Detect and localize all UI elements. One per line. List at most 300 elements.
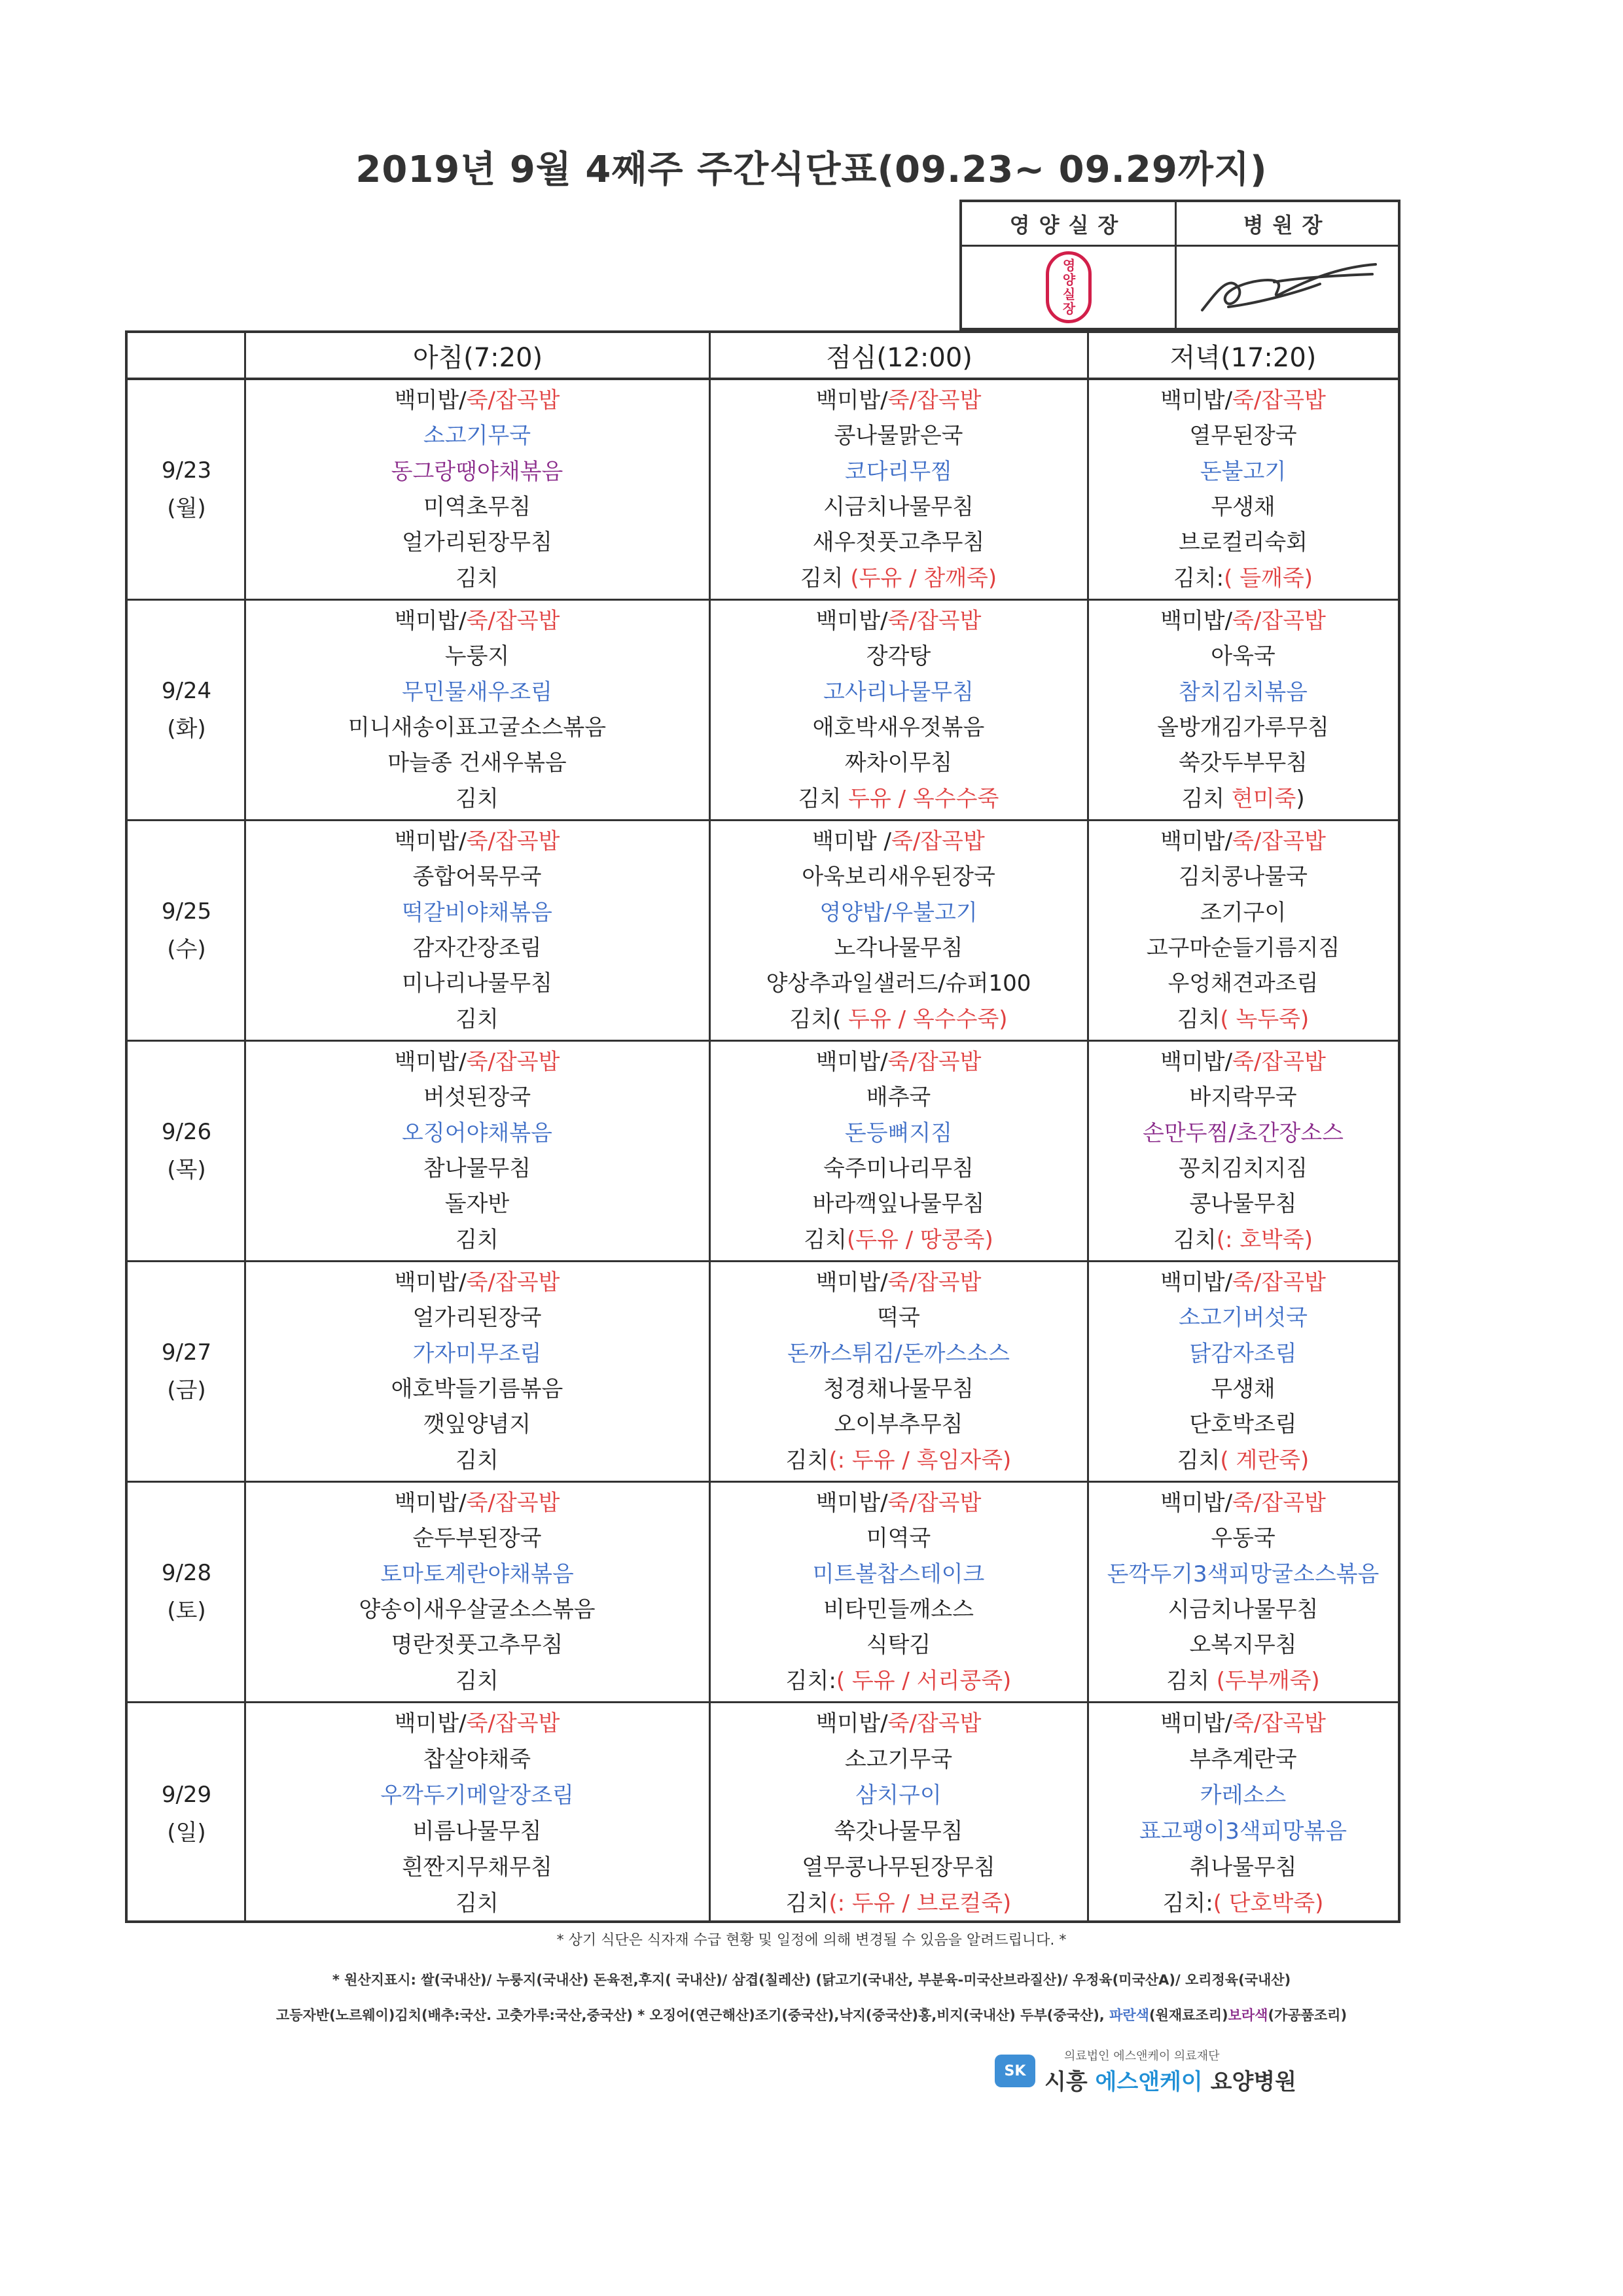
logo-mark-icon: SK: [995, 2055, 1035, 2087]
menu-item-text: 우깍두기메알장조림: [380, 1782, 574, 1809]
menu-item: [395, 1267, 560, 1298]
menu-item: [1179, 1303, 1308, 1333]
logo-text: [1044, 2047, 1296, 2096]
menu-item-text: 가자미무조림: [412, 1340, 542, 1367]
menu-item: [816, 385, 982, 415]
menu-item-text: 버섯된장국: [423, 1084, 531, 1111]
menu-item-text: 닭감자조림: [1189, 1340, 1297, 1367]
menu-item: [402, 898, 552, 928]
legend-blue: 파란색: [1109, 2007, 1149, 2023]
menu-item-tail: ): [1296, 785, 1305, 812]
table-header: [128, 333, 1398, 380]
menu-item-text: 짜차이무침: [844, 750, 953, 777]
menu-item: [380, 1559, 574, 1589]
menu-item-text: 김치:: [1162, 1890, 1213, 1916]
menu-item-text: 김치: [1166, 1667, 1217, 1694]
menu-item: [391, 1630, 563, 1660]
menu-item-text: 토마토계란야채볶음: [380, 1561, 574, 1587]
menu-item: [1189, 1852, 1296, 1882]
menu-item-extra: ( 단호박죽): [1213, 1890, 1324, 1916]
menu-item-text: 얼가리된장무침: [402, 529, 552, 556]
breakfast-cell: [245, 1042, 709, 1260]
day-label: [128, 821, 245, 1040]
menu-item: [412, 1339, 541, 1369]
menu-item: [1189, 421, 1296, 451]
menu-item-text: 마늘종 건새우볶음: [387, 750, 567, 777]
menu-item-text: 김치: [804, 1226, 847, 1253]
menu-item-text: 오복지무침: [1189, 1632, 1297, 1659]
menu-item: [395, 1708, 560, 1739]
menu-item-text: 백미밥 /: [812, 828, 891, 855]
lunch-cell: [710, 1483, 1087, 1701]
day-row: [128, 821, 1398, 1042]
menu-item: [1163, 1888, 1324, 1918]
hospital-logo: [995, 2041, 1296, 2100]
menu-item-extra: (: 호박죽): [1216, 1226, 1313, 1253]
menu-item-text: 감자간장조림: [412, 935, 542, 962]
menu-item: [819, 898, 977, 928]
menu-item-text: 백미밥/: [394, 608, 467, 635]
menu-item: [800, 563, 997, 593]
menu-item: [813, 1189, 985, 1219]
menu-item: [834, 1409, 963, 1439]
menu-item-text: 백미밥/: [815, 1710, 888, 1737]
column-header-dinner: 저녁(17:20): [1169, 342, 1317, 373]
divider-line: [709, 333, 711, 1920]
seal-stamp: 영양실장: [1046, 251, 1092, 323]
menu-item-text: 김치콩나물국: [1178, 864, 1308, 891]
menu-item: [1160, 385, 1326, 415]
menu-item: [1200, 1780, 1286, 1810]
menu-item-extra: (두유 / 땅콩죽): [846, 1226, 993, 1253]
lunch-cell: [710, 601, 1087, 819]
divider-line: [1087, 333, 1089, 1920]
day-weekday: (토): [167, 1598, 206, 1624]
menu-item-text: 김치:: [785, 1667, 836, 1694]
menu-item-text: 김치: [455, 1447, 499, 1474]
menu-item-text: 백미밥/: [394, 1710, 467, 1737]
menu-item: [1211, 641, 1275, 671]
menu-item-text: 김치: [785, 1447, 829, 1474]
menu-item-extra: 죽/잡곡밥: [466, 608, 560, 635]
menu-item: [455, 1666, 499, 1696]
dinner-cell: [1088, 601, 1398, 819]
menu-item-text: 김치: [800, 565, 851, 592]
menu-item: [802, 862, 995, 892]
legend-purple: 보라색: [1228, 2007, 1268, 2023]
menu-item-extra: 죽/잡곡밥: [466, 1049, 560, 1076]
menu-item: [1147, 933, 1340, 963]
menu-item-text: 손만두찜/초간장소스: [1142, 1120, 1344, 1146]
breakfast-cell: [245, 1483, 709, 1701]
menu-item: [1107, 1559, 1380, 1589]
menu-item-extra: 죽/잡곡밥: [887, 1049, 982, 1076]
menu-item: [804, 1225, 993, 1255]
menu-item: [1177, 1004, 1310, 1034]
menu-item-text: 브로컬리숙회: [1178, 529, 1308, 556]
menu-item: [1189, 1630, 1296, 1660]
menu-item-text: 얼가리된장국: [412, 1305, 542, 1332]
menu-item: [834, 933, 963, 963]
menu-item-text: 숙주미나리무침: [823, 1156, 974, 1182]
menu-item: [845, 1118, 952, 1148]
menu-item-text: 오이부추무침: [834, 1411, 963, 1438]
menu-item: [1211, 492, 1275, 522]
menu-item: [1200, 457, 1286, 487]
menu-item-text: 쑥갓나물무침: [834, 1818, 963, 1845]
menu-item-text: 백미밥/: [394, 1490, 467, 1517]
menu-item-text: 백미밥/: [1160, 828, 1233, 855]
menu-item: [1168, 968, 1319, 998]
menu-item-extra: ( 두유 / 서리콩죽): [836, 1667, 1012, 1694]
menu-item: [412, 1303, 541, 1333]
day-date: 9/24: [161, 678, 212, 704]
menu-item-text: 삼치구이: [855, 1782, 942, 1809]
menu-item: [423, 1154, 531, 1184]
day-row: [128, 601, 1398, 821]
change-notice: * 상기 식단은 식자재 수급 현황 및 일정에 의해 변경될 수 있음을 알려드립니다. *: [556, 1932, 1067, 1949]
menu-item-text: 카레소스: [1200, 1782, 1287, 1809]
menu-item: [395, 1488, 560, 1518]
menu-item-extra: ( 들깨죽): [1224, 565, 1313, 592]
menu-item: [816, 1047, 982, 1077]
menu-item: [1189, 1189, 1296, 1219]
menu-item-text: 올방개김가루무침: [1157, 715, 1329, 741]
approval-header-nutrition: 영양실장: [962, 202, 1177, 247]
menu-item-text: 청경채나물무침: [823, 1376, 974, 1403]
menu-item: [395, 1047, 560, 1077]
menu-item: [834, 421, 963, 451]
menu-item-text: 우엉채견과조림: [1168, 970, 1319, 997]
menu-item-text: 백미밥/: [815, 1049, 888, 1076]
menu-item-text: 애호박들기름볶음: [391, 1376, 563, 1403]
menu-item-extra: (두유 / 참깨죽): [850, 565, 997, 592]
menu-item: [1160, 826, 1326, 857]
menu-item: [423, 421, 531, 451]
menu-item-text: 누룽지: [444, 643, 510, 670]
day-label: [128, 1483, 245, 1701]
origin-info-line2-text: 고등자반(노르웨이)김치(배추:국산. 고춧가루:국산,중국산) * 오징어(연근해산)조기(중국산),낙지(중국산)홍,비지(국내산) 두부(중국산),: [276, 2007, 1110, 2023]
menu-item: [786, 1888, 1012, 1918]
menu-item: [1179, 677, 1308, 707]
dinner-cell: [1088, 1703, 1398, 1924]
menu-item-text: 아욱국: [1211, 643, 1275, 670]
menu-item-extra: 죽/잡곡밥: [1232, 1269, 1326, 1296]
menu-item: [395, 606, 560, 636]
lunch-cell: [710, 380, 1087, 599]
approval-signature-cell: [1177, 247, 1398, 328]
menu-item-text: 백미밥/: [1160, 1710, 1233, 1737]
menu-item: [823, 1154, 974, 1184]
menu-item-text: 김치: [1173, 1226, 1217, 1253]
menu-item-extra: (: 두유 / 브로컬죽): [829, 1890, 1012, 1916]
menu-item-text: 무생채: [1211, 1376, 1275, 1403]
menu-item-extra: 죽/잡곡밥: [887, 1490, 982, 1517]
day-label: [128, 1262, 245, 1481]
day-date: 9/26: [161, 1119, 212, 1145]
menu-item: [813, 713, 985, 743]
menu-item-text: 소고기버섯국: [1178, 1305, 1308, 1332]
day-row: [128, 1042, 1398, 1262]
menu-item: [402, 527, 552, 557]
menu-item: [402, 1118, 552, 1148]
menu-item: [1211, 1374, 1275, 1404]
menu-item-text: 양송이새우살굴소스볶음: [359, 1597, 596, 1623]
day-row: [128, 1262, 1398, 1483]
menu-item-text: 백미밥/: [815, 387, 888, 414]
menu-item: [395, 826, 560, 857]
menu-item: [1179, 748, 1308, 778]
menu-item-text: 김치: [455, 785, 499, 812]
menu-item-text: 김치: [455, 565, 499, 592]
menu-item: [1166, 1666, 1319, 1696]
menu-item-text: 취나물무침: [1189, 1854, 1297, 1881]
menu-item-text: 백미밥/: [815, 608, 888, 635]
menu-item-text: 김치: [1177, 1006, 1221, 1033]
menu-item: [402, 968, 552, 998]
menu-item: [380, 1780, 574, 1810]
day-row: [128, 380, 1398, 601]
menu-item-text: 아욱보리새우된장국: [802, 864, 995, 891]
menu-item-text: 영양밥/우불고기: [819, 899, 978, 926]
menu-item-text: 미나리나물무침: [402, 970, 552, 997]
menu-item-text: 비타민들깨소스: [823, 1597, 974, 1623]
dinner-cell: [1088, 1483, 1398, 1701]
menu-item: [855, 1780, 941, 1810]
menu-item: [816, 1267, 982, 1298]
menu-item: [1168, 1595, 1319, 1625]
menu-item: [445, 1189, 510, 1219]
menu-item: [423, 1744, 531, 1775]
lunch-cell: [710, 1262, 1087, 1481]
menu-item-extra: 죽/잡곡밥: [1232, 387, 1326, 414]
menu-item-extra: 죽/잡곡밥: [887, 387, 982, 414]
menu-item: [1189, 1339, 1296, 1369]
menu-item-text: 미역국: [866, 1525, 931, 1552]
menu-item-extra: 죽/잡곡밥: [1232, 608, 1326, 635]
menu-item: [455, 1004, 499, 1034]
menu-item-text: 김치:: [1173, 565, 1224, 592]
menu-item-text: 김치(: [789, 1006, 849, 1033]
menu-item: [1179, 527, 1308, 557]
menu-item-extra: 죽/잡곡밥: [887, 1710, 982, 1737]
menu-item-text: 돈깍두기3색피망굴소스볶음: [1107, 1561, 1380, 1587]
menu-item: [391, 457, 563, 487]
page-title: 2019년 9월 4째주 주간식단표(09.23~ 09.29까지): [355, 149, 1268, 191]
origin-info-line1: * 원산지표시: 쌀(국내산)/ 누룽지(국내산) 돈육전,후지( 국내산)/ 삼겹(칠레산) (닭고기(국내산, 부분육-미국산브라질산)/ 우정육(미국산A)/ 오리정육(국내산): [332, 1972, 1291, 1988]
menu-item-text: 소고기무국: [844, 1746, 953, 1773]
menu-item-extra: 죽/잡곡밥: [466, 1710, 560, 1737]
day-weekday: (수): [167, 936, 206, 963]
menu-item-extra: 죽/잡곡밥: [887, 1269, 982, 1296]
menu-item: [455, 1888, 499, 1918]
menu-item-extra: 죽/잡곡밥: [1232, 1490, 1326, 1517]
menu-item-text: 소고기무국: [423, 423, 531, 450]
day-weekday: (일): [167, 1819, 206, 1846]
day-date: 9/27: [161, 1339, 212, 1366]
menu-item: [1189, 1409, 1296, 1439]
menu-item-text: 백미밥/: [394, 1049, 467, 1076]
menu-item: [1211, 1523, 1275, 1553]
approval-header-director: 병원장: [1177, 202, 1398, 247]
menu-item: [423, 1409, 531, 1439]
menu-item-text: 우동국: [1211, 1525, 1275, 1552]
menu-item-text: 돈등뼈지짐: [844, 1120, 953, 1146]
menu-item: [1189, 1082, 1296, 1112]
menu-item-text: 바라깩잎나물무침: [812, 1191, 985, 1218]
menu-item-text: 장각탕: [866, 643, 931, 670]
menu-item: [789, 1004, 1007, 1034]
menu-item: [802, 1852, 995, 1882]
menu-item: [866, 1082, 931, 1112]
menu-item: [823, 1374, 974, 1404]
menu-item-text: 미역초무침: [423, 494, 531, 521]
menu-item: [823, 492, 974, 522]
menu-item-text: 무민물새우조림: [402, 679, 552, 705]
menu-item: [1200, 898, 1286, 928]
menu-item: [391, 1374, 563, 1404]
menu-item-extra: 죽/잡곡밥: [1232, 1710, 1326, 1737]
menu-item-text: 미니새송이표고굴소스볶음: [348, 715, 607, 741]
day-weekday: (화): [167, 716, 206, 742]
menu-item-text: 노각나물무침: [834, 935, 963, 962]
menu-item-extra: 죽/잡곡밥: [887, 608, 982, 635]
logo-suffix: 요양병원: [1202, 2068, 1296, 2095]
menu-item-extra: (: 두유 / 흑임자죽): [829, 1447, 1012, 1474]
menu-item-text: 순두부된장국: [412, 1525, 542, 1552]
menu-item-text: 백미밥/: [1160, 608, 1233, 635]
menu-item-text: 표고팽이3색피망볶음: [1139, 1818, 1347, 1845]
menu-item-extra: 죽/잡곡밥: [466, 828, 560, 855]
menu-item-text: 참치김치볶음: [1178, 679, 1308, 705]
logo-foundation-name: 의료법인 에스앤케이 의료재단: [1064, 2049, 1220, 2063]
origin-info-line2: [0, 2005, 1623, 2024]
menu-item-extra: ( 계란죽): [1220, 1447, 1310, 1474]
menu-item: [816, 606, 982, 636]
menu-item: [845, 748, 952, 778]
menu-item: [455, 1225, 499, 1255]
menu-item: [877, 1303, 920, 1333]
menu-item: [1177, 1445, 1310, 1475]
menu-item-text: 오징어야채볶음: [402, 1120, 552, 1146]
legend-purple-desc: (가공품조리): [1268, 2007, 1347, 2023]
menu-item-text: 백미밥/: [394, 387, 467, 414]
menu-item-text: 백미밥/: [394, 1269, 467, 1296]
menu-item-text: 고사리나물무침: [823, 679, 974, 705]
menu-item-text: 백미밥/: [1160, 1049, 1233, 1076]
menu-item-text: 코다리무찜: [844, 458, 953, 485]
menu-item-text: 돈불고기: [1200, 458, 1287, 485]
menu-item-text: 깻잎양념지: [423, 1411, 531, 1438]
lunch-cell: [710, 1703, 1087, 1924]
menu-item: [813, 527, 985, 557]
menu-item-text: 김치: [1177, 1447, 1221, 1474]
day-date: 9/23: [161, 457, 212, 484]
menu-item: [786, 1666, 1012, 1696]
menu-item-text: 무생채: [1211, 494, 1275, 521]
menu-item: [423, 492, 531, 522]
menu-item-text: 백미밥/: [1160, 1269, 1233, 1296]
menu-table: [125, 330, 1400, 1923]
legend-blue-desc: (원재료조리): [1149, 2007, 1228, 2023]
menu-item: [412, 1816, 541, 1846]
menu-item: [445, 641, 510, 671]
menu-item-extra: 죽/잡곡밥: [466, 1269, 560, 1296]
menu-item: [395, 385, 560, 415]
menu-item: [1143, 1118, 1344, 1148]
breakfast-cell: [245, 1703, 709, 1924]
menu-item: [798, 784, 999, 814]
menu-item-extra: ( 녹두죽): [1220, 1006, 1310, 1033]
menu-item: [866, 641, 931, 671]
menu-item: [402, 1852, 552, 1882]
menu-item-text: 조기구이: [1200, 899, 1287, 926]
signature: [1189, 248, 1385, 327]
day-weekday: (목): [167, 1157, 206, 1183]
day-label: [128, 1703, 245, 1924]
day-date: 9/29: [161, 1781, 212, 1808]
menu-item: [1173, 1225, 1313, 1255]
menu-item-text: 백미밥/: [1160, 387, 1233, 414]
lunch-cell: [710, 1042, 1087, 1260]
menu-item: [359, 1595, 595, 1625]
menu-item: [387, 748, 567, 778]
approval-box: [959, 200, 1400, 330]
menu-item-extra: 두유 / 옥수수죽: [848, 785, 999, 812]
menu-item: [1160, 1267, 1326, 1298]
menu-item-text: 떡국: [877, 1305, 920, 1332]
menu-item: [1173, 563, 1313, 593]
menu-item: [823, 1595, 974, 1625]
menu-item-text: 김치: [798, 785, 849, 812]
menu-item-text: 백미밥/: [815, 1269, 888, 1296]
menu-item: [787, 1339, 1010, 1369]
day-date: 9/28: [161, 1560, 212, 1586]
menu-item: [823, 677, 974, 707]
menu-item: [845, 457, 952, 487]
menu-item: [348, 713, 606, 743]
menu-item-text: 부추계란국: [1189, 1746, 1297, 1773]
menu-item: [766, 968, 1031, 998]
menu-item: [1179, 862, 1308, 892]
menu-item-text: 양상추과일샐러드/슈퍼100: [766, 970, 1031, 997]
menu-item: [834, 1816, 963, 1846]
menu-item-text: 새우젓풋고추무침: [812, 529, 985, 556]
menu-item-text: 명란젓풋고추무침: [391, 1632, 563, 1659]
menu-item-text: 콩나물맑은국: [834, 423, 963, 450]
menu-item-text: 김치: [455, 1667, 499, 1694]
menu-item-text: 백미밥/: [394, 828, 467, 855]
dinner-cell: [1088, 821, 1398, 1040]
menu-item-text: 꽁치김치지짐: [1178, 1156, 1308, 1182]
menu-item: [813, 1559, 985, 1589]
menu-item-text: 고구마순들기름지짐: [1146, 935, 1340, 962]
menu-item-text: 종합어묵무국: [412, 864, 542, 891]
menu-item-text: 참나물무침: [423, 1156, 531, 1182]
menu-item: [402, 677, 552, 707]
menu-item-extra: (두부깨죽): [1216, 1667, 1320, 1694]
menu-item: [1139, 1816, 1347, 1846]
menu-item-text: 비름나물무침: [412, 1818, 542, 1845]
menu-item-extra: 죽/잡곡밥: [466, 1490, 560, 1517]
menu-item: [1160, 1047, 1326, 1077]
dinner-cell: [1088, 1042, 1398, 1260]
menu-item: [1181, 784, 1304, 814]
menu-item: [455, 784, 499, 814]
menu-item-text: 시금치나물무침: [1168, 1597, 1319, 1623]
menu-item-text: 김치: [455, 1226, 499, 1253]
menu-item: [845, 1744, 952, 1775]
